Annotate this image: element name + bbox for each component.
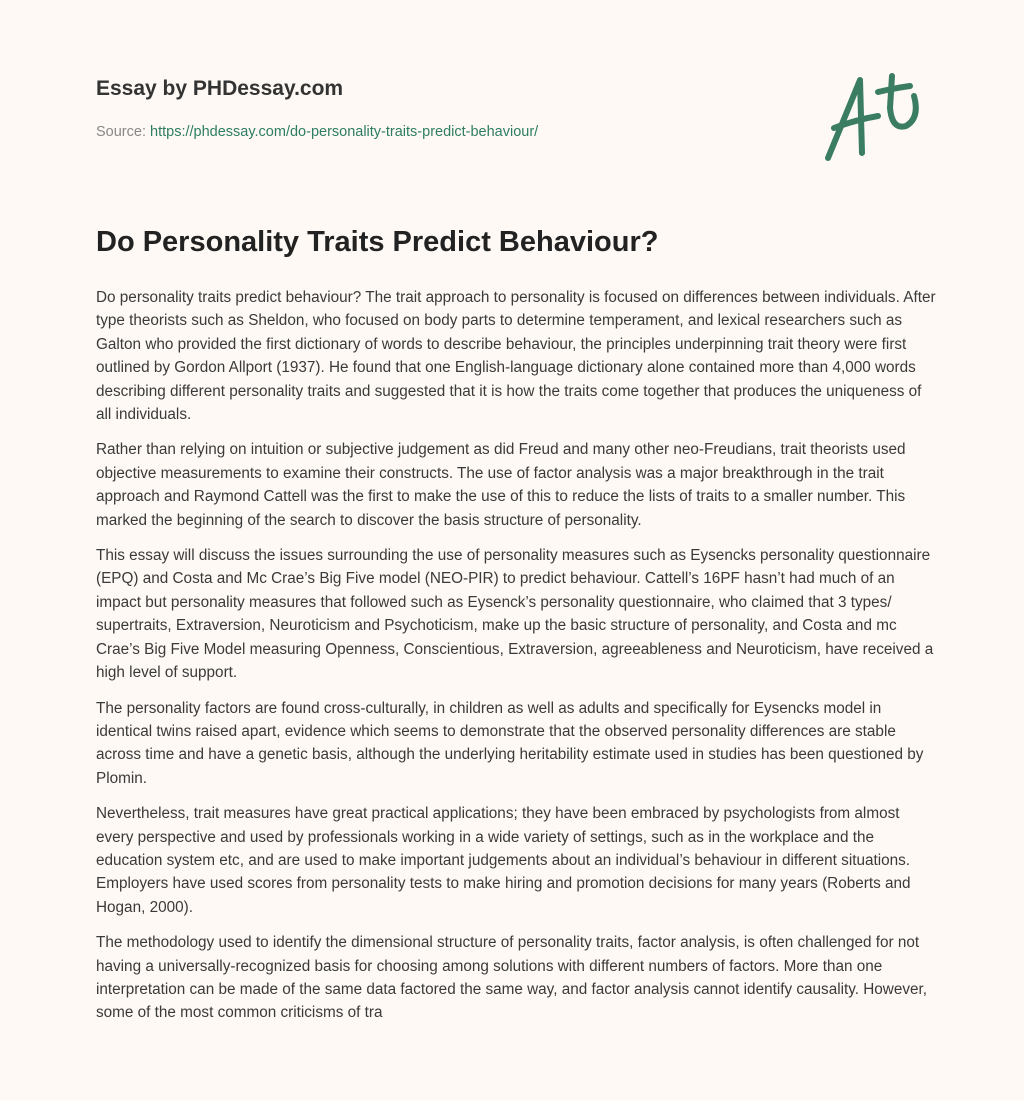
paragraph: Rather than relying on intuition or subjective judgement as did Freud and many other neo-Freudians, trait theorists used objective measurements to examine their constructs. The use of factor analysis was a major breakthrough in the trait approach and Raymond Cattell was the first to make the use of this to reduce the lists of traits to a smaller number. This marked the beginning of the search to discover the basis structure of personality.: [96, 441, 906, 529]
article-title: Do Personality Traits Predict Behaviour?: [96, 226, 659, 258]
paragraph: Do personality traits predict behaviour? The trait approach to personality is focused on differences between individuals. After type theorists such as Sheldon, who focused on body parts to determine temperament, and lexical researchers such as Galton who provided the first dictionary of words to describe behaviour, the principles underpinning trait theory were first outlined by Gordon Allport (1937). He found that one English-language dictionary alone contained more than 4,000 words describing different personality traits and suggested that it is how the traits come together that produces the uniqueness of all individuals.: [96, 289, 936, 424]
article-body: [96, 286, 936, 1037]
paragraph: Nevertheless, trait measures have great practical applications; they have been embraced by psychologists from almost every perspective and used by professionals working in a wide variety of settings, such as in the workplace and the education system etc, and are used to make important judgements about an individual’s behaviour in different situations. Employers have used scores from personality tests to make hiring and promotion decisions for many years (Roberts and Hogan, 2000).: [96, 805, 911, 916]
a-plus-logo-icon: [820, 68, 930, 168]
source-line: [96, 124, 538, 140]
source-label: Source:: [96, 124, 146, 140]
paragraph: The methodology used to identify the dimensional structure of personality traits, factor analysis, is often challenged for not having a universally-recognized basis for choosing among solutions with different numbers of factors. More than one interpretation can be made of the same data factored the same way, and factor analysis cannot identify causality. However, some of the most common criticisms of tra: [96, 934, 928, 1022]
paragraph: This essay will discuss the issues surrounding the use of personality measures such as Eysencks personality questionnaire (EPQ) and Costa and Mc Crae’s Big Five model (NEO-PIR) to predict behaviour. Cattell’s 16PF hasn’t had much of an impact but personality measures that followed such as Eysenck’s personality questionnaire, who claimed that 3 types/ supertraits, Extraversion, Neuroticism and Psychoticism, make up the basic structure of personality, and Costa and mc Crae’s Big Five Model measuring Openness, Conscientious, Extraversion, agreeableness and Neuroticism, have received a high level of support.: [96, 547, 934, 682]
paragraph: The personality factors are found cross-culturally, in children as well as adults and specifically for Eysencks model in identical twins raised apart, evidence which seems to demonstrate that the observed personality differences are stable across time and have a genetic basis, although the underlying heritability estimate used in studies has been questioned by Plomin.: [96, 699, 924, 787]
source-link[interactable]: https://phdessay.com/do-personality-traits-predict-behaviour/: [150, 124, 539, 140]
site-title: Essay by PHDessay.com: [96, 77, 344, 100]
